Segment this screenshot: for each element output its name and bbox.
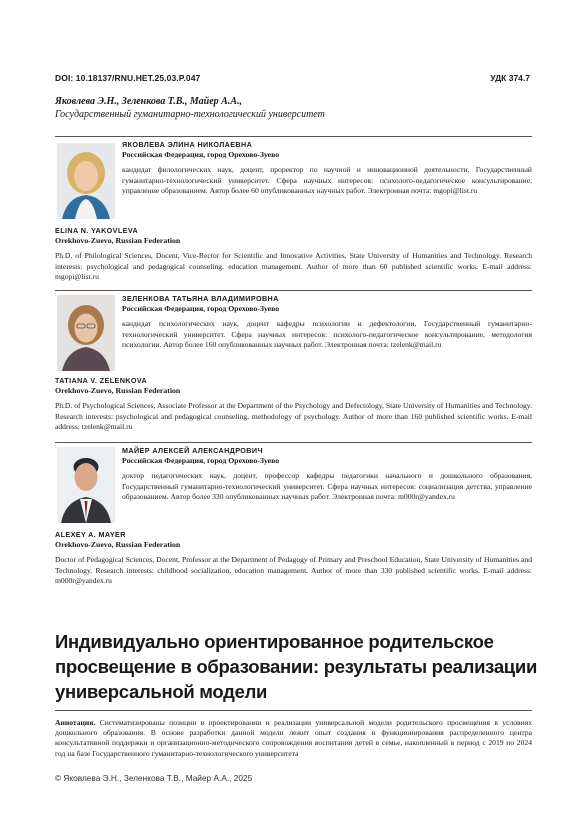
author-ru-name: ЯКОВЛЕВА ЭЛИНА НИКОЛАЕВНА	[122, 140, 253, 149]
author-en-name: ELINA N. YAKOVLEVA	[55, 226, 139, 235]
author-en-location: Orekhovo-Zuevo, Russian Federation	[55, 386, 181, 395]
copyright-line: © Яковлева Э.Н., Зеленкова Т.В., Майер А.А., 2025	[55, 773, 253, 783]
author-photo-mayer	[57, 447, 115, 523]
author-ru-bio: кандидат психологических наук, доцент кафедры психологии и дефектологии, Государственный гуманитарно-технологический университет. Сфера научных интересов: психолого-педагогическое консультирование, методология психологии. Автор более 160 опубликованных научных работ. Электронная почта: tzelenk@mail.ru	[122, 319, 532, 350]
author-en-bio: Ph.D. of Psychological Sciences, Associate Professor at the Department of the Psychology and Defectology, State University of Humanities and Technology. Research interests: psychological and pedagogical counseling, methodology of psychology. Author of more than 160 published scientific works. E-mail address: tzelenk@mail.ru	[55, 401, 532, 432]
author-en-name: TATIANA V. ZELENKOVA	[55, 376, 148, 385]
udc-label: УДК 374.7	[490, 73, 530, 83]
author-en-block	[55, 376, 532, 433]
author-ru-location: Российская Федерация, город Орехово-Зуево	[122, 456, 280, 465]
author-en-block	[55, 226, 532, 283]
divider	[55, 290, 532, 291]
authors-line: Яковлева Э.Н., Зеленкова Т.В., Майер А.А.,	[55, 96, 243, 107]
divider	[55, 136, 532, 137]
author-photo-zelenkova	[57, 295, 115, 371]
author-photo-yakovleva	[57, 143, 115, 219]
author-ru-name: ЗЕЛЕНКОВА ТАТЬЯНА ВЛАДИМИРОВНА	[122, 294, 279, 303]
author-ru-block	[122, 294, 532, 351]
article-title: Индивидуально ориентированное родительское просвещение в образовании: результаты реализации универсальной модели	[55, 631, 538, 702]
university-line: Государственный гуманитарно-технологический университет	[55, 109, 325, 120]
author-en-bio: Ph.D. of Philological Sciences, Docent, Vice-Rector for Scientific and Innovative Activities, State University of Humanities and Technology. Research interests: psychological and pedagogical counseling, education management. Author of more than 60 published scientific works. E-mail address: mgopi@list.ru	[55, 251, 532, 282]
author-en-block	[55, 530, 532, 587]
author-ru-block	[122, 446, 532, 503]
author-en-location: Orekhovo-Zuevo, Russian Federation	[55, 236, 181, 245]
author-en-bio: Doctor of Pedagogical Sciences, Docent, Professor at the Department of Pedagogy of Primary and Preschool Education, State University of Humanities and Technology. Research interests: childhood socialization, education management. Author of more than 330 published scientific works. E-mail address: m000r@yandex.ru	[55, 555, 532, 586]
divider	[55, 442, 532, 443]
author-ru-name: МАЙЕР АЛЕКСЕЙ АЛЕКСАНДРОВИЧ	[122, 446, 263, 455]
author-en-location: Orekhovo-Zuevo, Russian Federation	[55, 540, 181, 549]
author-ru-location: Российская Федерация, город Орехово-Зуево	[122, 304, 280, 313]
divider	[55, 710, 532, 711]
author-ru-bio: кандидат филологических наук, доцент, проректор по научной и инновационной деятельности, Государственный гуманитарно-технологический университет. Сфера научных интересов: психолого-педагогическое консультирование, управление образованием. Автор более 60 опубликованных научных работ. Электронная почта: mgopi@list.ru	[122, 165, 532, 196]
author-en-name: ALEXEY A. MAYER	[55, 530, 126, 539]
author-ru-bio: доктор педагогических наук, доцент, профессор кафедры педагогики начального и дошкольного образования, Государственный гуманитарно-технологический университет. Сфера научных интересов: социализация детства, управление образованием. Автор более 330 опубликованных научных работ. Электронная почта: m000r@yandex.ru	[122, 471, 532, 502]
doi-label: DOI: 10.18137/RNU.HET.25.03.P.047	[55, 73, 201, 83]
abstract-label: Аннотация.	[55, 718, 96, 727]
author-ru-block	[122, 140, 532, 197]
abstract	[55, 718, 532, 759]
abstract-text: Систематизированы позиции в проектировании и реализации универсальной модели родительского просвещения в условиях дошкольного образования. В основе разработки данной модели лежит опыт создания и функционирования распределенного центра консультативной поддержки и организационно-методического сопровождения воспитания детей в семье, накопленный в период с 2019 по 2024 год на базе Государственного гуманитарно-технологического университета	[55, 718, 532, 758]
author-ru-location: Российская Федерация, город Орехово-Зуево	[122, 150, 280, 159]
